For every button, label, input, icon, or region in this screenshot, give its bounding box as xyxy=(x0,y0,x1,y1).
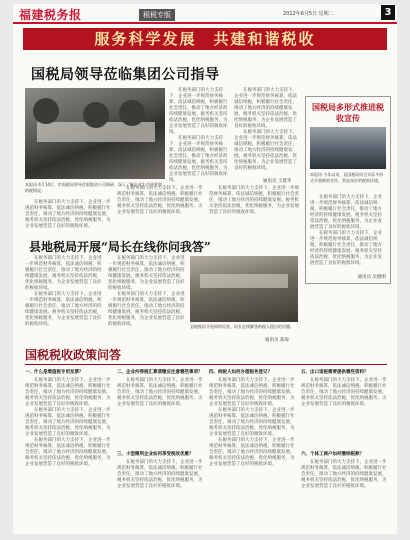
body-text: 在税务部门的大力支持下，企业进一步规范财务核算，依法诚信纳税，积极履行社会责任，推动了地方经济的持续健康发展。税务机关坚持依法治税，优化纳税服务，为企业发展营造了良好的税收环境。 xyxy=(234,130,297,171)
lead-body-bottom-3 xyxy=(209,186,299,232)
body-text: 在税务部门的大力支持下，企业进一步规范财务核算，依法诚信纳税，积极履行社会责任，推动了地方经济的持续健康发展。税务机关坚持依法治税，优化纳税服务，为企业发展营造了良好的税收环境。 xyxy=(234,88,297,129)
body-text: 在税务部门的大力支持下，企业进一步规范财务核算，依法诚信纳税，积极履行社会责任，推动了地方经济的持续健康发展。税务机关坚持依法治税，优化纳税服务，为企业发展营造了良好的税收环境。 xyxy=(209,378,295,407)
qa-col-2b xyxy=(117,460,203,528)
lead-body-col-2 xyxy=(234,88,298,176)
body-text: 在税务部门的大力支持下，企业进一步规范财务核算，依法诚信纳税，积极履行社会责任，推动了地方经济的持续健康发展。税务机关坚持依法治税，优化纳税服务，为企业发展营造了良好的税收环境。 xyxy=(209,438,295,467)
second-headline: 县地税局开展“局长在线你问我答” xyxy=(29,240,211,254)
qa-question-5: 五、出口退税需要提供哪些资料？ xyxy=(301,370,369,375)
qa-question-4: 四、纳税人如何办理税务登记？ xyxy=(209,370,272,375)
qa-col-1 xyxy=(25,378,111,528)
sidebar-body xyxy=(310,195,386,271)
second-photo xyxy=(190,256,298,322)
body-text: 在税务部门的大力支持下，企业进一步规范财务核算，依法诚信纳税，积极履行社会责任，推动了地方经济的持续健康发展。税务机关坚持依法治税，优化纳税服务，为企业发展营造了良好的税收环境。 xyxy=(209,408,295,437)
qa-question-6: 六、个体工商户如何缴纳税款？ xyxy=(301,452,364,457)
lead-author: 通讯员 王建华 xyxy=(263,179,292,184)
qa-col-4 xyxy=(301,378,387,448)
body-text: 在税务部门的大力支持下，企业进一步规范财务核算，依法诚信纳税，积极履行社会责任，推动了地方经济的持续健康发展。税务机关坚持依法治税，优化纳税服务，为企业发展营造了良好的税收环境。 xyxy=(25,292,102,327)
qa-question-2: 二、企业所得税汇算清缴应注意哪些事项？ xyxy=(117,370,203,375)
sidebar-box xyxy=(305,96,391,284)
body-text: 在税务部门的大力支持下，企业进一步规范财务核算，依法诚信纳税，积极履行社会责任，推动了地方经济的持续健康发展。税务机关坚持依法治税，优化纳税服务，为企业发展营造了良好的税收环境。 xyxy=(117,378,203,407)
body-text: 在税务部门的大力支持下，企业进一步规范财务核算，依法诚信纳税，积极履行社会责任，推动了地方经济的持续健康发展。税务机关坚持依法治税，优化纳税服务，为企业发展营造了良好的税收环境。 xyxy=(25,256,102,291)
body-text: 在税务部门的大力支持下，企业进一步规范财务核算，依法诚信纳税，积极履行社会责任，推动了地方经济的持续健康发展。税务机关坚持依法治税，优化纳税服务，为企业发展营造了良好的税收环境。 xyxy=(117,460,203,489)
qa-col-4b xyxy=(301,460,387,528)
qa-heading: 国税税收政策问答 xyxy=(25,348,122,362)
lead-body-bottom-2 xyxy=(117,186,203,232)
page-banner: 服务科学发展 共建和谐税收 xyxy=(23,28,387,50)
second-body-col-2 xyxy=(108,256,186,338)
sidebar-headline: 国税局多形式推进税收宣传 xyxy=(312,102,384,123)
body-text: 在税务部门的大力支持下，企业进一步规范财务核算，依法诚信纳税，积极履行社会责任，推动了地方经济的持续健康发展。税务机关坚持依法治税，优化纳税服务，为企业发展营造了良好的税收环境。 xyxy=(108,292,185,327)
second-body-col-1 xyxy=(25,256,103,338)
lead-photo xyxy=(25,88,165,179)
sidebar-caption: 本报讯 今年以来，县国税局结合实际多形式开展税收宣传，营造良好的税收环境。 xyxy=(310,172,384,183)
second-author: 通讯员 郑海 xyxy=(265,338,289,343)
body-text: 在税务部门的大力支持下，企业进一步规范财务核算，依法诚信纳税，积极履行社会责任，推动了地方经济的持续健康发展。税务机关坚持依法治税，优化纳税服务，为企业发展营造了良好的税收环境。 xyxy=(301,460,387,489)
body-text: 在税务部门的大力支持下，企业进一步规范财务核算，依法诚信纳税，积极履行社会责任，推动了地方经济的持续健康发展。税务机关坚持依法治税，优化纳税服务，为企业发展营造了良好的税收环境。 xyxy=(301,378,387,407)
body-text: 在税务部门的大力支持下，企业进一步规范财务核算，依法诚信纳税，积极履行社会责任，推动了地方经济的持续健康发展。税务机关坚持依法治税，优化纳税服务，为企业发展营造了良好的税收环境。 xyxy=(117,186,203,215)
section-divider xyxy=(25,364,387,365)
lead-body-col-1 xyxy=(169,88,229,183)
second-photo-caption: 县地税局开展网络问答，局长在线解答纳税人提出的问题。 xyxy=(190,324,294,329)
sidebar-photo xyxy=(310,127,386,169)
body-text: 在税务部门的大力支持下，企业进一步规范财务核算，依法诚信纳税，积极履行社会责任，推动了地方经济的持续健康发展。税务机关坚持依法治税，优化纳税服务，为企业发展营造了良好的税收环境。 xyxy=(169,88,228,135)
qa-col-2 xyxy=(117,378,203,448)
page-number: 3 xyxy=(381,5,395,20)
body-text: 在税务部门的大力支持下，企业进一步规范财务核算，依法诚信纳税，积极履行社会责任，推动了地方经济的持续健康发展。税务机关坚持依法治税，优化纳税服务，为企业发展营造了良好的税收环境。 xyxy=(25,438,111,467)
sidebar-author: 通讯员 吴德明 xyxy=(357,275,386,280)
lead-headline: 国税局领导莅临集团公司指导 xyxy=(31,67,220,83)
qa-col-3 xyxy=(209,378,295,528)
body-text: 在税务部门的大力支持下，企业进一步规范财务核算，依法诚信纳税，积极履行社会责任，推动了地方经济的持续健康发展。税务机关坚持依法治税，优化纳税服务，为企业发展营造了良好的税收环境。 xyxy=(108,256,185,291)
lead-body-bottom-1 xyxy=(25,200,111,232)
newspaper-logo: 福建税务报 xyxy=(19,8,82,22)
qa-question-1: 一、什么是增值税专用发票？ xyxy=(25,370,84,375)
body-text: 在税务部门的大力支持下，企业进一步规范财务核算，依法诚信纳税，积极履行社会责任，推动了地方经济的持续健康发展。税务机关坚持依法治税，优化纳税服务，为企业发展营造了良好的税收环境。 xyxy=(169,136,228,183)
body-text: 在税务部门的大力支持下，企业进一步规范财务核算，依法诚信纳税，积极履行社会责任，推动了地方经济的持续健康发展。税务机关坚持依法治税，优化纳税服务，为企业发展营造了良好的税收环境。 xyxy=(310,231,382,266)
qa-question-3: 三、小型微利企业如何享受税收优惠？ xyxy=(117,452,194,457)
body-text: 在税务部门的大力支持下，企业进一步规范财务核算，依法诚信纳税，积极履行社会责任，推动了地方经济的持续健康发展。税务机关坚持依法治税，优化纳税服务，为企业发展营造了良好的税收环境。 xyxy=(25,408,111,437)
body-text: 在税务部门的大力支持下，企业进一步规范财务核算，依法诚信纳税，积极履行社会责任，推动了地方经济的持续健康发展。税务机关坚持依法治税，优化纳税服务，为企业发展营造了良好的税收环境。 xyxy=(310,195,382,230)
body-text: 在税务部门的大力支持下，企业进一步规范财务核算，依法诚信纳税，积极履行社会责任，推动了地方经济的持续健康发展。税务机关坚持依法治税，优化纳税服务，为企业发展营造了良好的税收环境。 xyxy=(209,186,299,215)
issue-date: 2012年6月5日 星期二 xyxy=(283,11,334,17)
lead-photo-caption: 本报讯 4月14日，市国税局领导莅临集团公司调研，深入了解企业生产经营和纳税情况。 xyxy=(25,182,162,193)
masthead xyxy=(13,4,397,24)
body-text: 在税务部门的大力支持下，企业进一步规范财务核算，依法诚信纳税，积极履行社会责任，推动了地方经济的持续健康发展。税务机关坚持依法治税，优化纳税服务，为企业发展营造了良好的税收环境。 xyxy=(25,378,111,407)
body-text: 在税务部门的大力支持下，企业进一步规范财务核算，依法诚信纳税，积极履行社会责任，推动了地方经济的持续健康发展。税务机关坚持依法治税，优化纳税服务，为企业发展营造了良好的税收环境。 xyxy=(25,200,111,229)
section-name: 税税专版 xyxy=(139,9,175,21)
newspaper-page xyxy=(13,4,397,534)
